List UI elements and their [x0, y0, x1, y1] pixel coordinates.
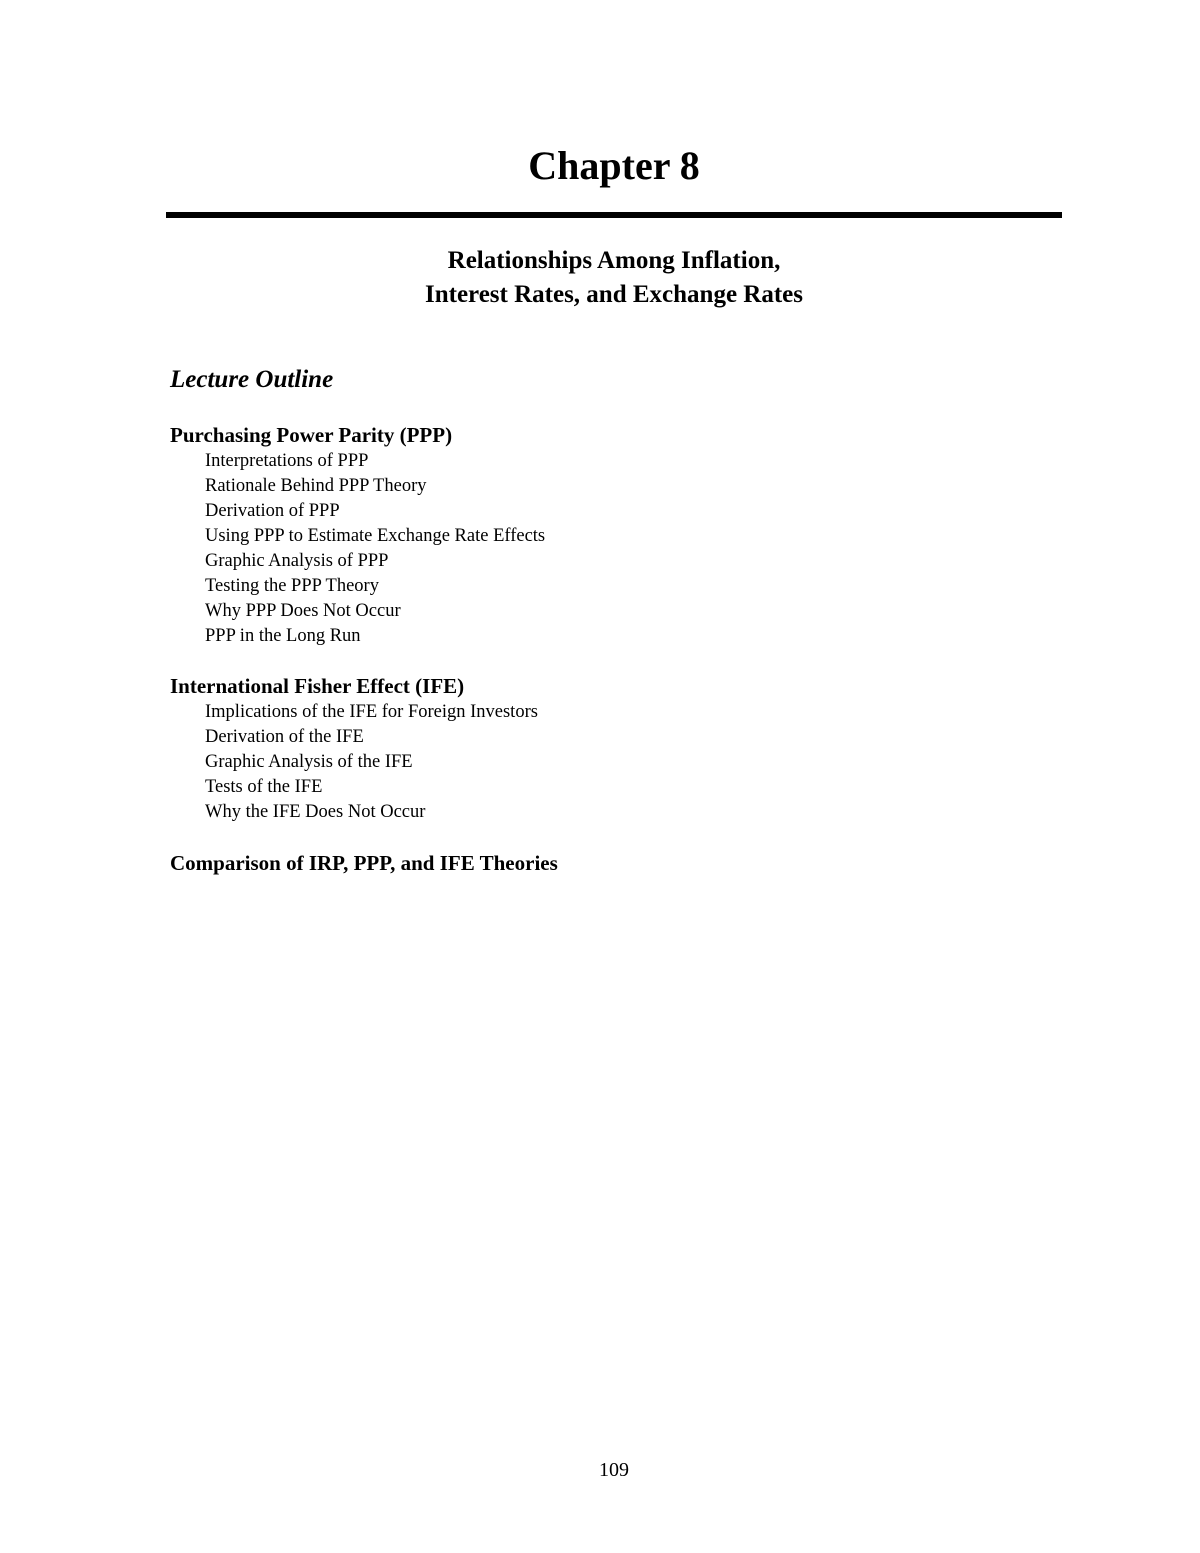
list-item: Why PPP Does Not Occur	[205, 601, 401, 621]
list-item: Tests of the IFE	[205, 777, 323, 797]
list-item: Derivation of PPP	[205, 501, 340, 521]
list-item: Rationale Behind PPP Theory	[205, 476, 427, 496]
list-item: Graphic Analysis of the IFE	[205, 752, 413, 772]
list-item: Why the IFE Does Not Occur	[205, 802, 426, 822]
section-title: Purchasing Power Parity (PPP)	[170, 423, 453, 447]
topic-list	[170, 700, 870, 825]
section-title: Comparison of IRP, PPP, and IFE Theories	[170, 851, 558, 875]
section-ife	[170, 672, 870, 825]
list-item: Derivation of the IFE	[205, 727, 364, 747]
list-item: Interpretations of PPP	[205, 451, 369, 471]
chapter-subtitle	[0, 244, 1200, 312]
page-number: 109	[599, 1459, 629, 1481]
list-item: Implications of the IFE for Foreign Investors	[205, 702, 538, 722]
list-item: PPP in the Long Run	[205, 626, 361, 646]
subtitle-line-1: Relationships Among Inflation,	[447, 247, 781, 274]
topic-list	[170, 449, 870, 649]
section-comparison	[170, 849, 870, 877]
subtitle-line-2: Interest Rates, and Exchange Rates	[425, 281, 803, 308]
lecture-outline-heading: Lecture Outline	[170, 366, 334, 393]
list-item: Testing the PPP Theory	[205, 576, 379, 596]
list-item: Graphic Analysis of PPP	[205, 551, 389, 571]
chapter-title: Chapter 8	[528, 143, 700, 188]
list-item: Using PPP to Estimate Exchange Rate Effects	[205, 526, 546, 546]
section-title: International Fisher Effect (IFE)	[170, 674, 465, 698]
title-divider	[166, 212, 1062, 218]
section-ppp	[170, 421, 870, 649]
